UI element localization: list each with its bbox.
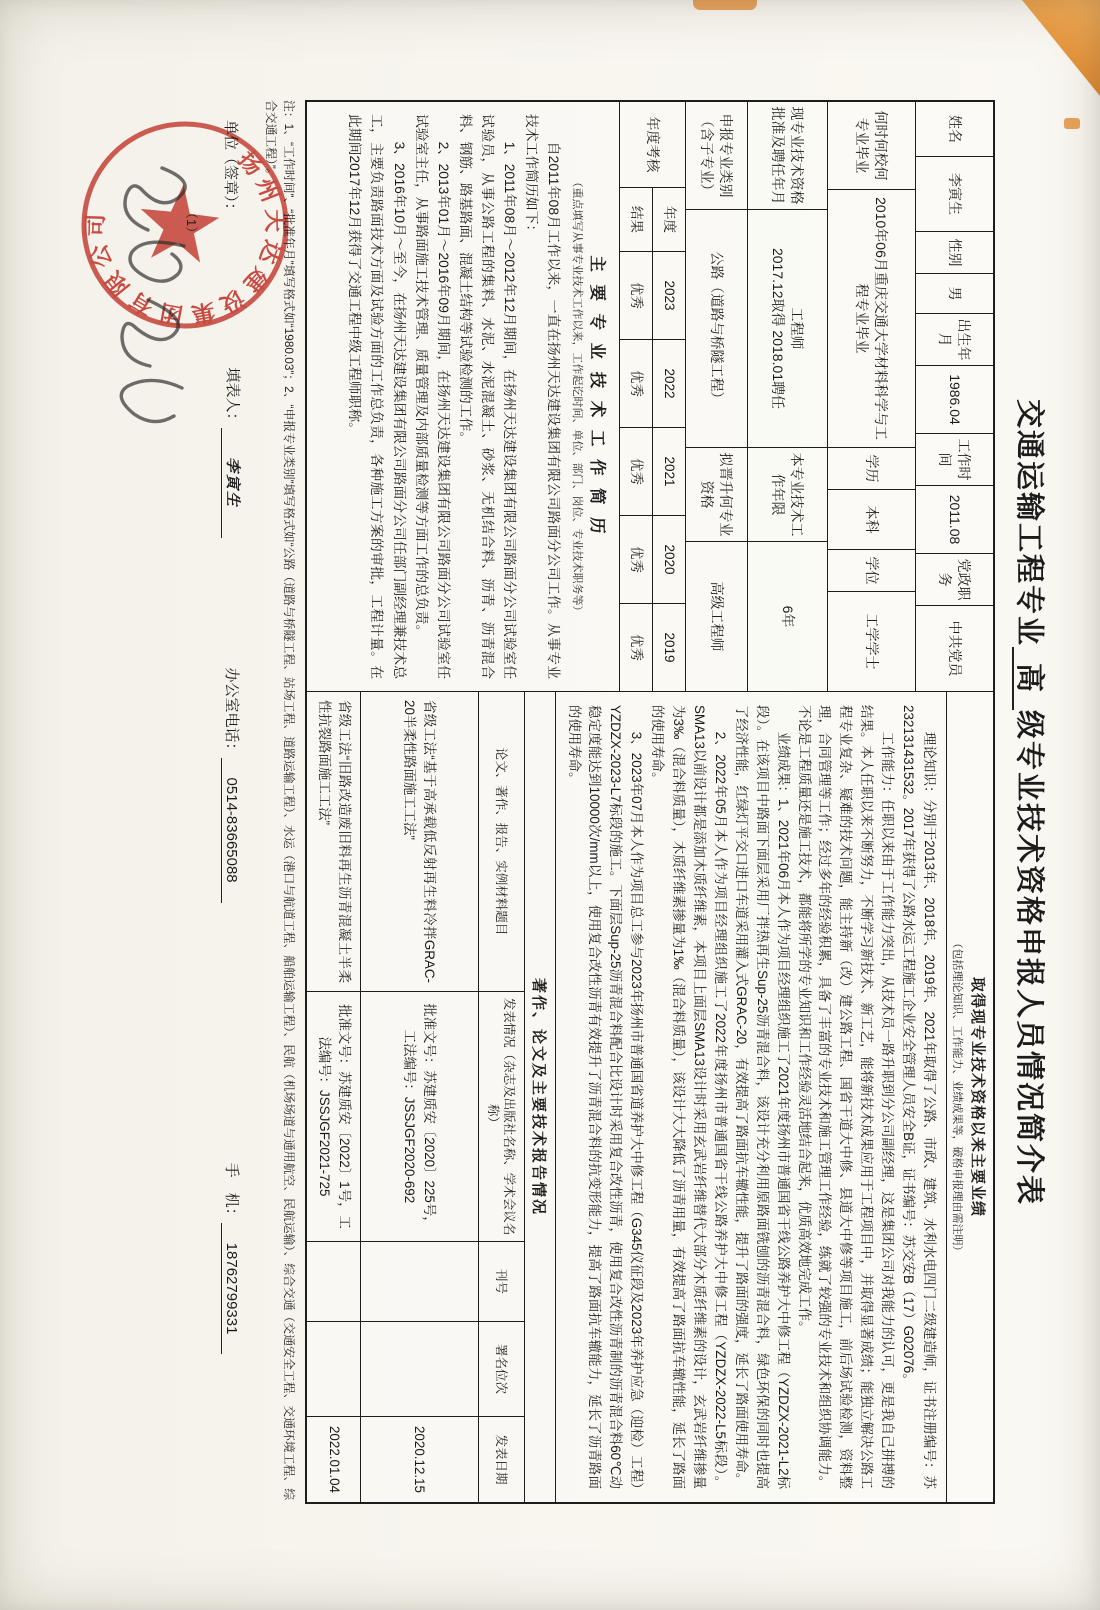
pub-title-header: 论文、著作、报告、实例材料题目 [479, 692, 524, 992]
achievement-title: 取得现专业技术资格以来主要业绩 [969, 976, 987, 1217]
resume-note: （重点填写从事专业技术工作以来，工作起讫时间、单位、部门、岗位、专业技术职务等） [571, 176, 583, 617]
office-phone-group [221, 668, 243, 903]
current-title-line2: 2017.12取得 2018.01聘任 [770, 247, 787, 410]
orange-chip-artifact [1064, 118, 1080, 129]
pub-issue-header: 刊号 [479, 1242, 524, 1322]
pub-publish-cell: 批准文号：苏建质安〔2020〕225号，工法编号：JSSJGF2020-692 [361, 992, 478, 1242]
achievement-paragraph: 业绩成果：1、2021年06月本人作为项目经理组织施工了2021年度扬州市普通国省干线公路养护大中修工程（YZDZX-2021-L2标段）。在该项目中路面下面层采用厂拌热再生Sup-25沥青混合料，该设计充分利用原路面铣刨的沥青混合料，绿色环保的同时也提高了经济性能，红绿灯平交口进口车道采用灌入式GRAC-20，有效提高了路面抗车辙性能，提升了路面的强度，延长了路面使用寿命。 [733, 705, 791, 1489]
achievement-paragraph: 理论知识：分别于2013年、2018年、2019年、2021年取得了公路、市政、建筑、水利水电四门二级建造师，证书注册编号：苏232131431532。2017年获得了公路水运工程施工企业安全管理人员安全B证，证书编号：苏交安B（17）G02076。 [901, 705, 937, 1489]
current-title-value [748, 210, 827, 448]
year-cell: 2019 [661, 632, 677, 663]
seal-company-text: 扬州天达建设集团有限公司 [82, 146, 288, 328]
mobile-label: 手 机： [222, 1162, 240, 1223]
birth-label: 出生年月 [916, 314, 993, 366]
pub-title-cell: 省级工法“基于高承载低反射再生料冷拌GRAC-20半柔性路面施工工法” [361, 692, 478, 992]
target-title-label: 拟晋升何专业资格 [686, 448, 747, 542]
result-label: 结果 [620, 188, 652, 252]
main-table [305, 100, 995, 1504]
office-phone-value: 0514-83665088 [221, 758, 240, 903]
pub-publish-cell: 批准文号：苏建质安〔2022〕1号，工法编号：JSSJGF2021-725 [307, 992, 359, 1242]
filler-signature: 李寅生 [221, 428, 244, 538]
party-label: 党政职务 [916, 554, 993, 606]
xueli-label: 学历 [828, 448, 915, 490]
title-prefix: 交通运输工程专业 [1013, 398, 1045, 647]
right-panel [307, 692, 993, 1502]
year-label: 年度 [653, 188, 685, 252]
pub-date-cell: 2020.12.15 [412, 1425, 428, 1494]
footer-notes: 注：1、“工作时间”、“批准年月”填写格式如“1980.03”；2、“申报专业类别”填写格式如“公路（道路与桥隧工程、站场工程、道路运输工程）、水运（港口与航道工程、船舶运输工程）、民航（机场场道与通用航空、民航运输）、综合交通（交通安全工程、交通环境工程、综合交通工程）”。 [264, 100, 297, 1500]
current-title-line1: 工程师 [788, 307, 805, 350]
gender-label: 性别 [916, 232, 993, 274]
result-cell: 优秀 [620, 428, 652, 516]
worktime-label: 工作时间 [916, 434, 993, 486]
result-cell: 优秀 [620, 516, 652, 604]
education-value: 2010年06月重庆交通大学材料科学与工程专业毕业 [828, 190, 915, 448]
resume-paragraph: 2、2013年01月～2016年09月期间，在扬州天达建设集团有限公司路面分公司试验室任试验室主任，从事路面施工技术管理、质量管理及内部质量检测等方面工作的总负责。 [413, 114, 451, 679]
mobile-value: 18762799331 [221, 1223, 240, 1355]
xuewei-label: 学位 [828, 550, 915, 592]
achievement-paragraph: 3、2023年07月本人作为项目总工参与2023年扬州市普通国省道养护大中修工程（G345仪征段及2023年养护应急（迎检）工程）YZDZX-2023-L7标段的施工。下面层Sup-25沥青混合料配合比设计时采用复合改性沥青，使用复合改性沥青制的沥青混合料60℃动稳定度能达到10000次/mm以上，使用复合改性沥青有效提升了沥青混合料的抗变形能力，提高了路面抗车辙能力，延长了沥青路面的使用寿命。 [566, 705, 645, 1489]
assessment-grid [620, 188, 685, 691]
achievement-paragraph: 2、2022年05月本人作为项目经理组织施工了2022年度扬州市普通国省干线公路养护大中修工程（YZDZX-2022-L5标段）。SMA13以前设计都是添加木质纤维素，本项目上面层SMA13设计时采用玄武岩纤维替代大部分木质纤维素的设计，玄武岩纤维掺量为3‰（混合料质量），木质纤维素掺量为1‰（混合料质量），该设计大大降低了沥青用量，有效提高了路面抗车辙性能，延长了路面的使用寿命。 [650, 705, 728, 1489]
party-value: 中共党员 [946, 620, 963, 677]
resume-paragraph: 自2011年08月工作以来，一直在扬州天达建设集团有限公司路面分公司工作。从事专业技术工作简历如下： [523, 114, 561, 679]
result-cell: 优秀 [620, 252, 652, 340]
assessment-years-row [652, 188, 685, 691]
name-label: 姓名 [916, 102, 993, 157]
year-cell: 2022 [653, 340, 685, 428]
worktime-value: 2011.08 [916, 486, 993, 554]
apply-category-label: 申报专业类别（含子专业） [686, 102, 747, 210]
title-suffix: 级专业技术资格申报人员情况简介表 [1013, 710, 1045, 1207]
office-phone-label: 办公室电话： [222, 667, 240, 758]
gender-value: 男 [916, 274, 993, 314]
birth-value: 1986.04 [916, 366, 993, 434]
pub-title-cell: 省级工法“旧路改造废旧料再生沥青混凝土半柔性抗裂路面施工工法” [307, 692, 359, 992]
achievement-header [946, 692, 993, 1502]
page-title [1011, 100, 1052, 1505]
pub-publish-header: 发表情况（杂志及出版社名称、学术会议名称） [479, 992, 524, 1242]
current-title-label: 现专业技术资格批准及聘任年月 [748, 102, 827, 210]
education-label: 何时何校何专业毕业 [828, 102, 915, 190]
seal-page-mark: （1） [184, 206, 199, 240]
achievement-paragraph: 工作能力：任职以来由于工作能力突出，从技术员一路升职到分公司副经理，这是集团公司对我能力的认可，更是我自己拼搏的结果。本人任职以来不断努力，不断学习新技术、新工艺，能将新技术成果应用于工程项目中，并取得显著成绩；能独立解决公路工程专业复杂、疑难的技术问题，能主持新（改）建公路工程、国省干道大中修、县道大中修等项目施工，前后场试验检测，资料整理，合同管理等工作；经过多年的经验积累，具备了丰富的专业技术和施工管理工作经验，练就了较强的专业技术和组织协调能力。不论是工程质量还是施工技术，都能将所学的专业知识和工作经验灵活地结合起来，优质高效地完成工作。 [796, 705, 896, 1489]
pub-rank-header: 署名位次 [479, 1322, 524, 1417]
row-apply-category [685, 102, 747, 691]
publications-band: 著作、论文及主要技术报告情况 [524, 692, 555, 1502]
xueli-value: 本科 [828, 490, 915, 550]
row-annual-assessment [619, 102, 685, 691]
unit-seal-label: 单位（签章）： [221, 120, 239, 218]
pub-rank-cell [307, 1322, 359, 1417]
title-fill-blank: 高 [1012, 647, 1044, 710]
resume-header: 主 要 专 业 技 术 工 作 简 历 [588, 255, 606, 538]
apply-category-value: 公路（道路与桥隧工程） [686, 210, 747, 448]
result-cell: 优秀 [620, 340, 652, 428]
xuewei-value: 工学学士 [863, 613, 880, 670]
row-education [827, 102, 915, 691]
orange-strip-artifact [693, 0, 757, 10]
handwritten-signature [82, 150, 232, 510]
assessment-label: 年度考核 [620, 102, 685, 188]
mobile-group [221, 1163, 243, 1355]
left-panel [307, 102, 993, 692]
resume-paragraph: 1、2011年08月～2012年12月期间，在扬州天达建设集团有限公司路面分公司试验室任试验员，从事公路工程的集料、水泥、水泥混凝土、砂浆、无机结合料、沥青、沥青混合料、钢筋、路基路面、混凝土结构等试验检测的工作。 [457, 114, 517, 679]
year-cell: 2023 [653, 252, 685, 340]
filler-label: 填表人： [223, 367, 241, 428]
name-value: 李寅生 [916, 157, 993, 232]
work-years-value: 6年 [779, 605, 796, 628]
result-cell: 优秀 [628, 634, 644, 661]
publication-row [360, 692, 478, 1502]
achievement-body [555, 692, 946, 1502]
resume-paragraph: 3、2016年10月～至今，在扬州天达建设集团有限公司路面分公司任部门副经理兼技术总工，主要负责路面技术方面及试验方面的工作总负责，各种施工方案的审批，工程计量。在此期间2017年12月获得了交通工程中级工程师职称。 [347, 114, 407, 679]
pub-date-cell: 2022.01.04 [326, 1425, 342, 1494]
target-title-value: 高级工程师 [708, 581, 725, 652]
year-cell: 2021 [653, 428, 685, 516]
pub-issue-cell [361, 1242, 478, 1322]
publications-header-row [478, 692, 524, 1502]
achievement-note: （包括理论知识、工作能力、业绩成果等，破格申报理由需注明） [951, 937, 964, 1257]
pub-rank-cell [361, 1322, 478, 1417]
row-basic-info [915, 102, 993, 691]
resume-section [307, 102, 619, 691]
pub-issue-cell [307, 1242, 359, 1322]
assessment-results-row [620, 188, 652, 691]
work-years-label: 本专业技术工作年限 [748, 448, 827, 542]
row-current-title [747, 102, 827, 691]
publication-row [307, 692, 359, 1502]
pub-date-header: 发表日期 [494, 1434, 509, 1485]
year-cell: 2020 [653, 516, 685, 604]
